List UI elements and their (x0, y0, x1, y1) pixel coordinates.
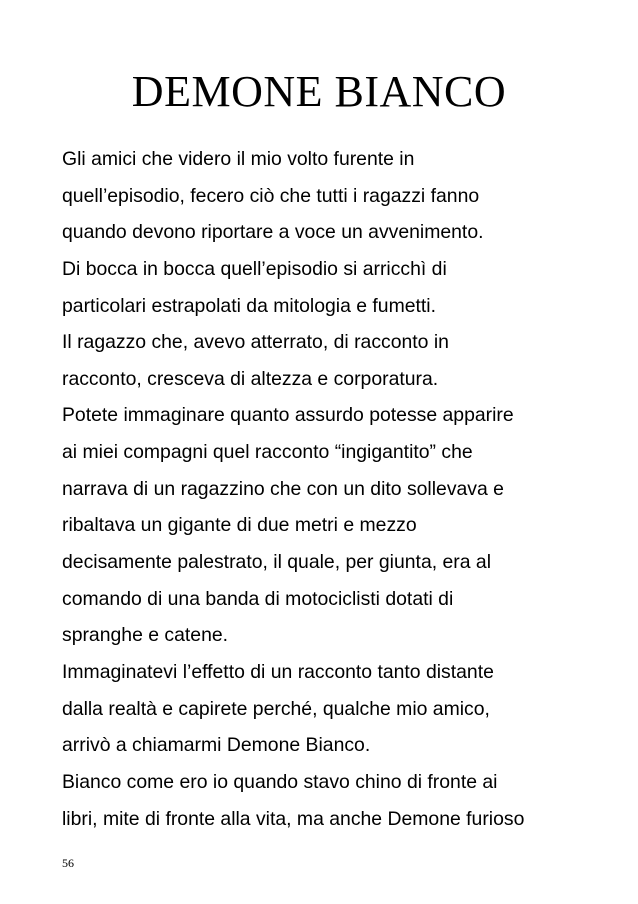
text-line: ai miei compagni quel racconto “ingigantito” che (62, 441, 473, 464)
text-line: libri, mite di fronte alla vita, ma anche Demone furioso (62, 807, 525, 830)
text-line: quando devono riportare a voce un avvenimento. (62, 221, 484, 244)
text-line: arrivò a chiamarmi Demone Bianco. (62, 734, 371, 757)
text-line: Potete immaginare quanto assurdo potesse apparire (62, 404, 514, 427)
text-line: Bianco come ero io quando stavo chino di fronte ai (62, 770, 498, 793)
text-line: ribaltava un gigante di due metri e mezzo (62, 514, 417, 537)
text-line: Immaginatevi l’effetto di un racconto tanto distante (62, 660, 494, 683)
body-text (62, 145, 602, 841)
text-line: comando di una banda di motociclisti dotati di (62, 587, 454, 610)
page-number: 56 (62, 856, 74, 870)
text-line: spranghe e catene. (62, 624, 229, 647)
text-line: dalla realtà e capirete perché, qualche mio amico, (62, 697, 490, 720)
text-line: Di bocca in bocca quell’episodio si arricchì di (62, 257, 447, 280)
text-line: Il ragazzo che, avevo atterrato, di racconto in (62, 331, 449, 354)
text-line: particolari estrapolati da mitologia e fumetti. (62, 294, 436, 317)
page-title: DEMONE BIANCO (131, 67, 507, 116)
text-line: racconto, cresceva di altezza e corporatura. (62, 367, 439, 390)
text-line: Gli amici che videro il mio volto furente in (62, 148, 415, 170)
text-line: narrava di un ragazzino che con un dito sollevava e (62, 477, 504, 500)
text-line: decisamente palestrato, il quale, per giunta, era al (62, 551, 492, 574)
text-line: quell’episodio, fecero ciò che tutti i ragazzi fanno (62, 184, 480, 207)
